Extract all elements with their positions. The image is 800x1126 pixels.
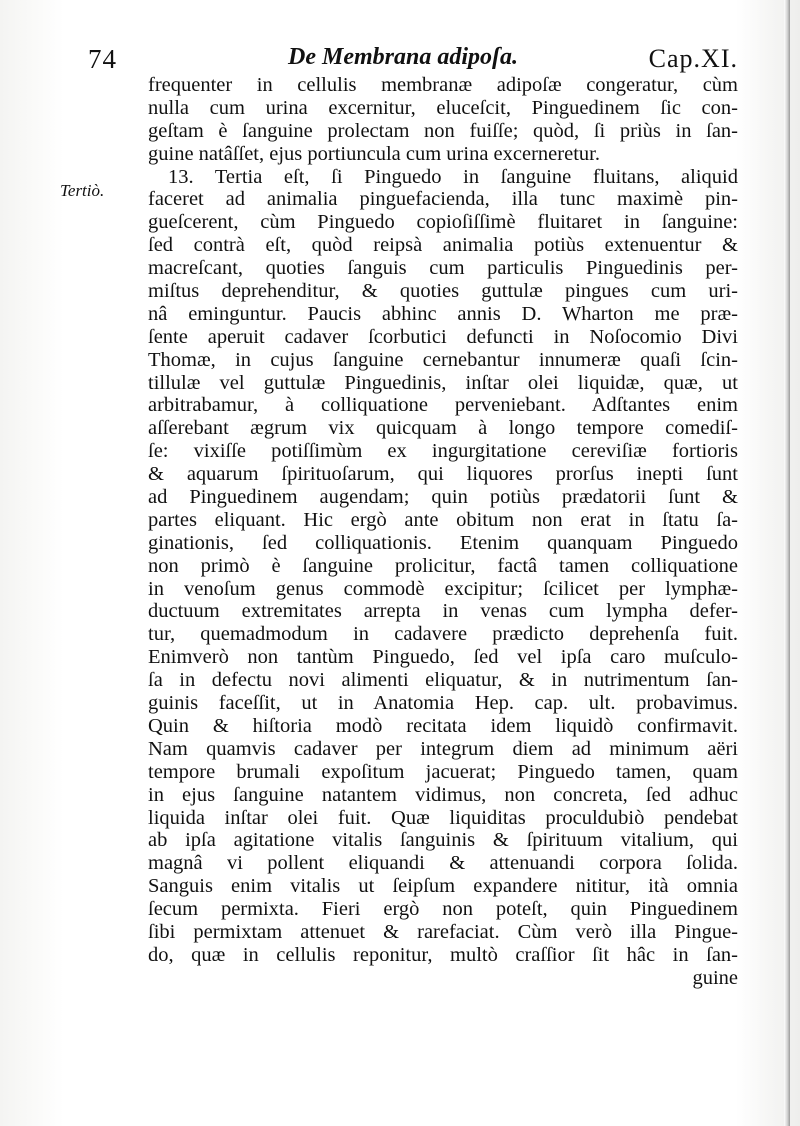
- text-line: frequenter in cellulis membranæ adipoſæ congeratur, cùm: [148, 74, 738, 96]
- text-line: in venoſum genus commodè excipitur; ſcilicet per lymphæ-: [148, 577, 738, 600]
- text-line: faceret ad animalia pinguefacienda, illa tunc maximè pin-: [148, 188, 738, 211]
- text-line: tur, quemadmodum in cadavere prædicto deprehenſa fuit.: [148, 623, 738, 646]
- text-line: ad Pinguedinem augendam; quin potiùs prædatorii ſunt &: [148, 486, 738, 509]
- text-line: ductuum extremitates arrepta in venas cum lympha defer-: [148, 600, 738, 623]
- text-line: aſſerebant ægrum vix quicquam à longo tempore comediſ-: [148, 417, 738, 440]
- text-line: non primò è ſanguine prolicitur, factâ tamen colliquatione: [148, 554, 738, 577]
- text-line: ab ipſa agitatione vitalis ſanguinis & ſpirituum vitalium, qui: [148, 829, 738, 852]
- text-line: Thomæ, in cujus ſanguine cernebantur innumeræ quaſi ſcin-: [148, 348, 738, 371]
- text-line: Quin & hiſtoria modò recitata idem liquidò confirmavit.: [148, 714, 738, 737]
- text-line: 13. Tertia eſt, ſi Pinguedo in ſanguine fluitans, aliquid: [168, 165, 738, 188]
- text-line: tempore brumali expoſitum jacuerat; Pinguedo tamen, quam: [148, 760, 738, 783]
- text-line: tillulæ vel guttulæ Pinguedinis, inſtar olei liquidæ, quæ, ut: [148, 371, 738, 394]
- text-line: in ejus ſanguine natantem vidimus, non concreta, ſed adhuc: [148, 783, 738, 806]
- page-edge-shadow: [784, 0, 790, 1126]
- text-line: ſa in defectu novi alimenti eliquatur, & in nutrimentum ſan-: [148, 669, 738, 692]
- text-line: Enimverò non tantùm Pinguedo, ſed vel ipſa caro muſculo-: [148, 646, 738, 669]
- text-line: arbitrabamur, à colliquatione perveniebant. Adſtantes enim: [148, 394, 738, 417]
- text-line: & aquarum ſpirituoſarum, qui liquores prorſus inepti ſunt: [148, 463, 738, 486]
- chapter-label: Cap.XI.: [648, 44, 738, 73]
- page-number: 74: [88, 44, 117, 74]
- body-text: [148, 74, 738, 990]
- text-line: Sanguis enim vitalis ut ſeipſum expandere nititur, ità omnia: [148, 875, 738, 898]
- catchword: guine: [692, 966, 738, 989]
- text-line: do, quæ in cellulis reponitur, multò craſſior ſit hâc in ſan-: [148, 943, 738, 966]
- text-line: ſente aperuit cadaver ſcorbutici defuncti in Noſocomio Divi: [148, 325, 738, 348]
- text-line: partes eliquant. Hic ergò ante obitum non erat in ſtatu ſa-: [148, 508, 738, 531]
- text-line: gueſcerent, cùm Pinguedo copioſiſſimè fluitaret in ſanguine:: [148, 211, 738, 234]
- running-title: De Membrana adipoſa.: [288, 44, 518, 70]
- text-line: ſecum permixta. Fieri ergò non poteſt, quin Pinguedinem: [148, 898, 738, 921]
- text-line: liquida inſtar olei fuit. Quæ liquiditas proculdubiò pendebat: [148, 806, 738, 829]
- text-line: ſibi permixtam attenuet & rarefaciat. Cùm verò illa Pingue-: [148, 920, 738, 943]
- text-line: geſtam è ſanguine prolectam non fuiſſe; quòd, ſi priùs in ſan-: [148, 119, 738, 142]
- text-line: nâ eminguntur. Paucis abhinc annis D. Wharton me præ-: [148, 302, 738, 325]
- text-line: nulla cum urina excernitur, eluceſcit, Pinguedinem ſic con-: [148, 96, 738, 119]
- text-line: guine natâſſet, ejus portiuncula cum urina excerneretur.: [148, 142, 600, 165]
- text-line: macreſcant, quoties ſanguis cum particulis Pinguedinis per-: [148, 257, 738, 280]
- text-line: ſed contrà eſt, quòd reipsà animalia potiùs extenuentur &: [148, 234, 738, 257]
- text-line: ſe: vixiſſe potiſſimùm ex ingurgitatione cereviſiæ fortioris: [148, 440, 738, 463]
- text-line: guinis faceſſit, ut in Anatomia Hep. cap. ult. probavimus.: [148, 692, 738, 715]
- text-line: miſtus deprehenditur, & quoties guttulæ pingues cum uri-: [148, 280, 738, 303]
- text-line: Nam quamvis cadaver per integrum diem ad minimum aëri: [148, 737, 738, 760]
- marginal-note: Tertiò.: [60, 181, 105, 200]
- text-line: ginationis, ſed colliquationis. Etenim quanquam Pinguedo: [148, 531, 738, 554]
- text-line: magnâ vi pollent eliquandi & attenuandi corpora ſolida.: [148, 852, 738, 875]
